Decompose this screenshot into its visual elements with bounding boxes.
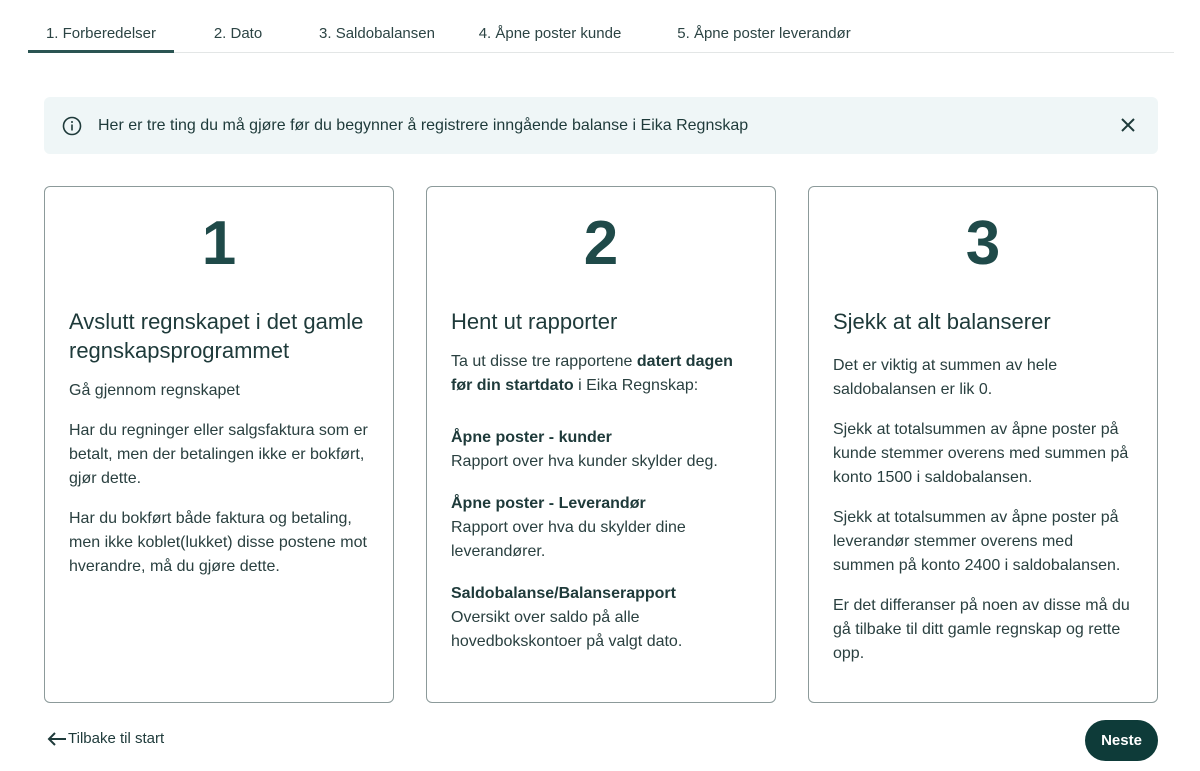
- info-banner: [44, 97, 1158, 154]
- tab-saldobalansen[interactable]: 3. Saldobalansen: [319, 25, 435, 42]
- card-text: Det er viktig at summen av hele saldobalansen er lik 0.: [833, 357, 1058, 398]
- back-label: Tilbake til start: [68, 730, 165, 747]
- report-name: Saldobalanse/Balanserapport: [451, 585, 676, 602]
- card-text: Har du bokført både faktura og betaling, men ikke koblet(lukket) disse postene mot hverandre, må du gjøre dette.: [69, 510, 367, 575]
- info-text: Her er tre ting du må gjøre før du begynner å registrere inngående balanse i Eika Regnskap: [98, 116, 749, 134]
- close-icon[interactable]: [1116, 113, 1140, 137]
- card-intro: [451, 350, 751, 398]
- step-number: 2: [583, 209, 619, 278]
- report-name: Åpne poster - Leverandør: [451, 495, 646, 512]
- card-text: Er det differanser på noen av disse må du gå tilbake til ditt gamle regnskap og rette opp.: [833, 597, 1130, 662]
- card-title: Sjekk at alt balanserer: [833, 309, 1051, 334]
- tab-dato[interactable]: 2. Dato: [213, 25, 263, 42]
- report-desc: Rapport over hva kunder skylder deg.: [451, 453, 718, 470]
- step-number: 1: [201, 209, 237, 278]
- tab-apne-poster-leverandor[interactable]: 5. Åpne poster leverandør: [677, 25, 851, 42]
- card-title: Hent ut rapporter: [451, 309, 618, 334]
- step-card-3: [808, 186, 1158, 703]
- tab-forberedelser[interactable]: 1. Forberedelser: [28, 22, 174, 53]
- card-text: Gå gjennom regnskapet: [69, 382, 240, 399]
- report-item: [451, 582, 751, 654]
- step-tabs: [28, 22, 1174, 53]
- card-title: Avslutt regnskapet i det gamle regnskapsprogrammet: [69, 309, 364, 363]
- report-desc: Rapport over hva du skylder dine leverandører.: [451, 519, 686, 560]
- report-name: Åpne poster - kunder: [451, 429, 612, 446]
- back-to-start-link[interactable]: [46, 730, 164, 747]
- card-text: Har du regninger eller salgsfaktura som er betalt, men der betalingen ikke er bokført, gjør dette.: [69, 422, 368, 487]
- next-button[interactable]: Neste: [1085, 720, 1158, 761]
- arrow-left-icon: [46, 731, 68, 747]
- step-card-2: [426, 186, 776, 703]
- intro-emphasis: datert dagen før din startdato: [451, 353, 733, 394]
- info-icon: [62, 116, 82, 136]
- step-number: 3: [965, 209, 1001, 278]
- report-item: [451, 492, 751, 564]
- card-text: Sjekk at totalsummen av åpne poster på leverandør stemmer overens med summen på konto 2400 i saldobalansen.: [833, 509, 1121, 574]
- report-desc: Oversikt over saldo på alle hovedbokskontoer på valgt dato.: [451, 609, 683, 650]
- report-item: [451, 426, 751, 474]
- intro-text: i Eika Regnskap:: [573, 377, 699, 394]
- card-text: Sjekk at totalsummen av åpne poster på kunde stemmer overens med summen på konto 1500 i saldobalansen.: [833, 421, 1129, 486]
- intro-text: Ta ut disse tre rapportene: [451, 353, 637, 370]
- tab-apne-poster-kunde[interactable]: 4. Åpne poster kunde: [478, 25, 622, 42]
- step-card-1: [44, 186, 394, 703]
